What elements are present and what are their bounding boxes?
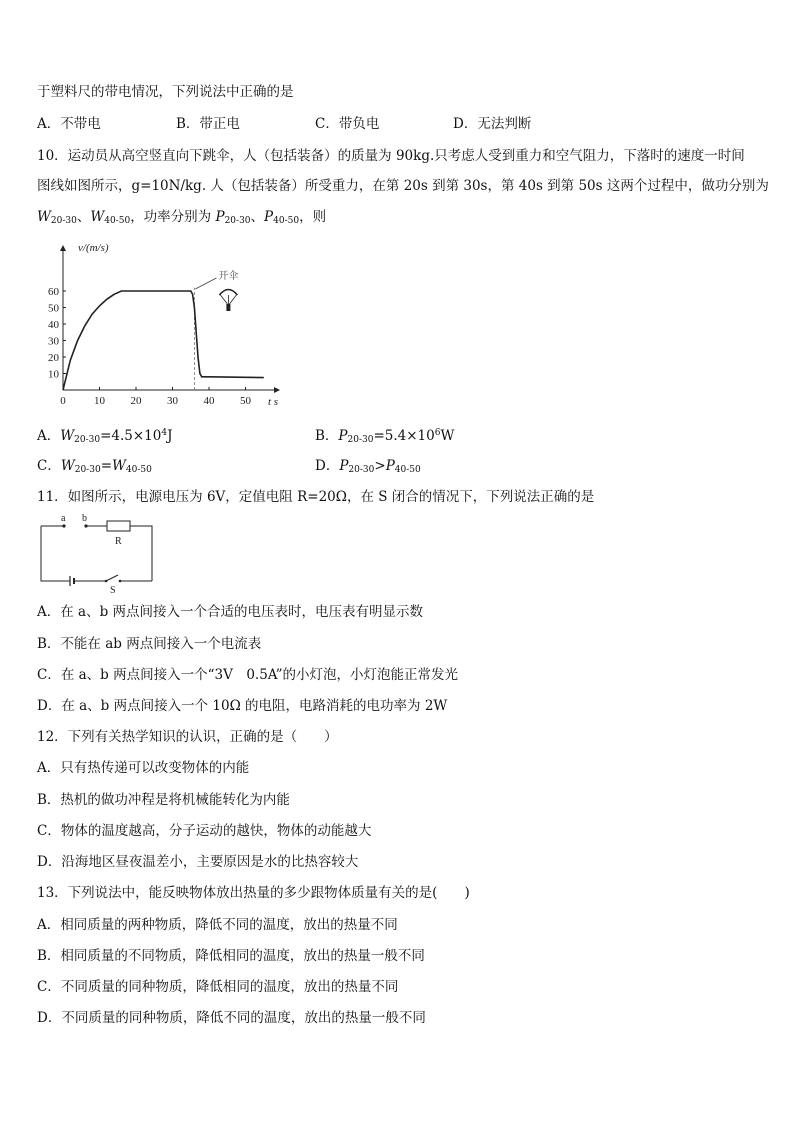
x-tick-label: 0 <box>60 395 66 407</box>
chart-series <box>63 291 264 390</box>
q10-option-a <box>37 424 173 449</box>
equals: = <box>100 458 112 474</box>
x-tick-label: 40 <box>203 395 215 407</box>
var-w: W <box>60 458 75 474</box>
exponent: 6 <box>434 428 441 438</box>
label-r: R <box>115 536 122 547</box>
var-p: P <box>215 209 225 225</box>
subscript: 20-30 <box>50 216 77 226</box>
x-tick-label: 50 <box>240 395 251 407</box>
subscript: 20-30 <box>347 435 374 445</box>
text: ，则 <box>299 209 327 225</box>
q12-stem: 12．下列有关热学知识的认识，正确的是（ ） <box>37 729 338 745</box>
resistor <box>107 521 130 531</box>
y-tick-label: 30 <box>48 335 59 348</box>
var-w: W <box>60 428 75 444</box>
subscript: 20-30 <box>348 465 375 475</box>
parachutist-icon <box>226 304 230 311</box>
q9-option-c: C．带负电 <box>315 116 380 132</box>
terminal-a <box>62 524 65 527</box>
velocity-time-chart <box>36 240 296 415</box>
greater-than: > <box>374 458 386 474</box>
subscript: 40-50 <box>394 465 421 475</box>
y-tick-label: 10 <box>48 368 59 381</box>
chart-axes <box>63 246 279 390</box>
option-letter: D． <box>315 458 340 474</box>
wire <box>130 526 152 581</box>
velocity-curve <box>63 291 264 390</box>
value: =4.5×10 <box>100 428 162 444</box>
q9-option-d: D．无法判断 <box>453 116 532 132</box>
subscript: 20-30 <box>74 435 101 445</box>
subscript: 40-50 <box>273 216 300 226</box>
annotation-leader <box>195 278 216 289</box>
q12-option-c: C．物体的温度越高，分子运动的越快，物体的动能越大 <box>37 823 372 839</box>
y-tick-label: 40 <box>48 319 59 331</box>
q9-option-b: B．带正电 <box>176 116 240 132</box>
q11-option-c: C．在 a、b 两点间接入一个“3V 0.5A”的小灯泡，小灯泡能正常发光 <box>37 667 458 683</box>
parachute-lines <box>220 295 236 304</box>
x-tick-label: 10 <box>94 395 105 407</box>
q9-option-a: A．不带电 <box>37 116 101 132</box>
switch-contact <box>119 580 122 583</box>
text: ，功率分别为 <box>130 209 216 225</box>
var-w: W <box>112 458 126 474</box>
q13-option-a: A．相同质量的两种物质，降低不同的温度，放出的热量不同 <box>37 917 398 933</box>
y-axis-label: v/(m/s) <box>78 242 109 254</box>
terminal-b <box>84 524 87 527</box>
label-s: S <box>110 585 116 594</box>
q13-option-c: C．不同质量的同种物质，降低相同的温度，放出的热量不同 <box>37 979 399 995</box>
circuit-diagram <box>36 512 158 594</box>
q11-stem: 11．如图所示，电源电压为 6V，定值电阻 R=20Ω，在 S 闭合的情况下，下列说法正确的是 <box>37 489 595 505</box>
label-b: b <box>82 513 87 524</box>
var-w: W <box>90 209 105 225</box>
q11-option-b: B．不能在 ab 两点间接入一个电流表 <box>37 636 262 652</box>
q10-option-d <box>315 457 421 479</box>
subscript: 20-30 <box>74 465 101 475</box>
q13-stem: 13．下列说法中，能反映物体放出热量的多少跟物体质量有关的是( ) <box>37 885 470 901</box>
var-w: W <box>37 209 51 225</box>
q12-option-d: D．沿海地区昼夜温差小，主要原因是水的比热容较大 <box>37 854 359 870</box>
q11-option-a: A．在 a、b 两点间接入一个合适的电压表时，电压表有明显示数 <box>37 604 424 620</box>
q10-stem-line3 <box>37 208 326 230</box>
x-tick-label: 30 <box>167 395 178 407</box>
wire <box>41 526 70 581</box>
y-tick-label: 50 <box>48 302 59 315</box>
unit: J <box>167 428 173 444</box>
exponent: 4 <box>161 428 168 438</box>
annotation-label: 开伞 <box>218 271 239 282</box>
var-p: P <box>264 209 274 225</box>
parachute-icon <box>219 290 237 296</box>
var-p: P <box>339 458 349 474</box>
separator: 、 <box>76 209 91 225</box>
separator: 、 <box>250 209 265 225</box>
x-tick-label: 20 <box>130 395 142 407</box>
option-letter: A． <box>37 428 61 444</box>
switch-lever <box>106 575 118 581</box>
subscript: 20-30 <box>224 216 251 226</box>
y-tick-label: 20 <box>48 352 59 364</box>
option-letter: C． <box>37 458 61 474</box>
q10-option-b <box>315 424 454 449</box>
q13-option-b: B．相同质量的不同物质，降低相同的温度，放出的热量一般不同 <box>37 948 425 964</box>
unit: W <box>440 428 455 444</box>
parachute-annotation <box>195 270 238 311</box>
q10-stem-line1: 10．运动员从高空竖直向下跳伞，人（包括装备）的质量为 90kg.只考虑人受到重力和空气阻力，下落时的速度一时间 <box>37 148 745 164</box>
value: =5.4×10 <box>373 428 435 444</box>
q9-stem: 于塑料尺的带电情况，下列说法中正确的是 <box>37 84 294 100</box>
q10-option-c <box>37 457 152 479</box>
var-p: P <box>385 458 395 474</box>
subscript: 40-50 <box>125 465 152 475</box>
y-tick-label: 60 <box>48 286 59 298</box>
q11-option-d: D．在 a、b 两点间接入一个 10Ω 的电阻，电路消耗的电功率为 2W <box>37 698 448 714</box>
q12-option-b: B．热机的做功冲程是将机械能转化为内能 <box>37 792 290 808</box>
option-letter: B． <box>315 428 339 444</box>
switch-pivot <box>105 580 108 583</box>
q10-stem-line2: 图线如图所示，g=10N/kg. 人（包括装备）所受重力，在第 20s 到第 30s，第 40s 到第 50s 这两个过程中，做功分别为 <box>37 178 769 194</box>
label-a: a <box>61 513 66 524</box>
q12-option-a: A．只有热传递可以改变物体的内能 <box>37 760 250 776</box>
var-p: P <box>338 428 348 444</box>
chart-ticks <box>48 286 252 407</box>
subscript: 40-50 <box>104 216 131 226</box>
x-axis-label: t s <box>268 396 279 408</box>
q13-option-d: D．不同质量的同种物质，降低不同的温度，放出的热量一般不同 <box>37 1010 426 1026</box>
